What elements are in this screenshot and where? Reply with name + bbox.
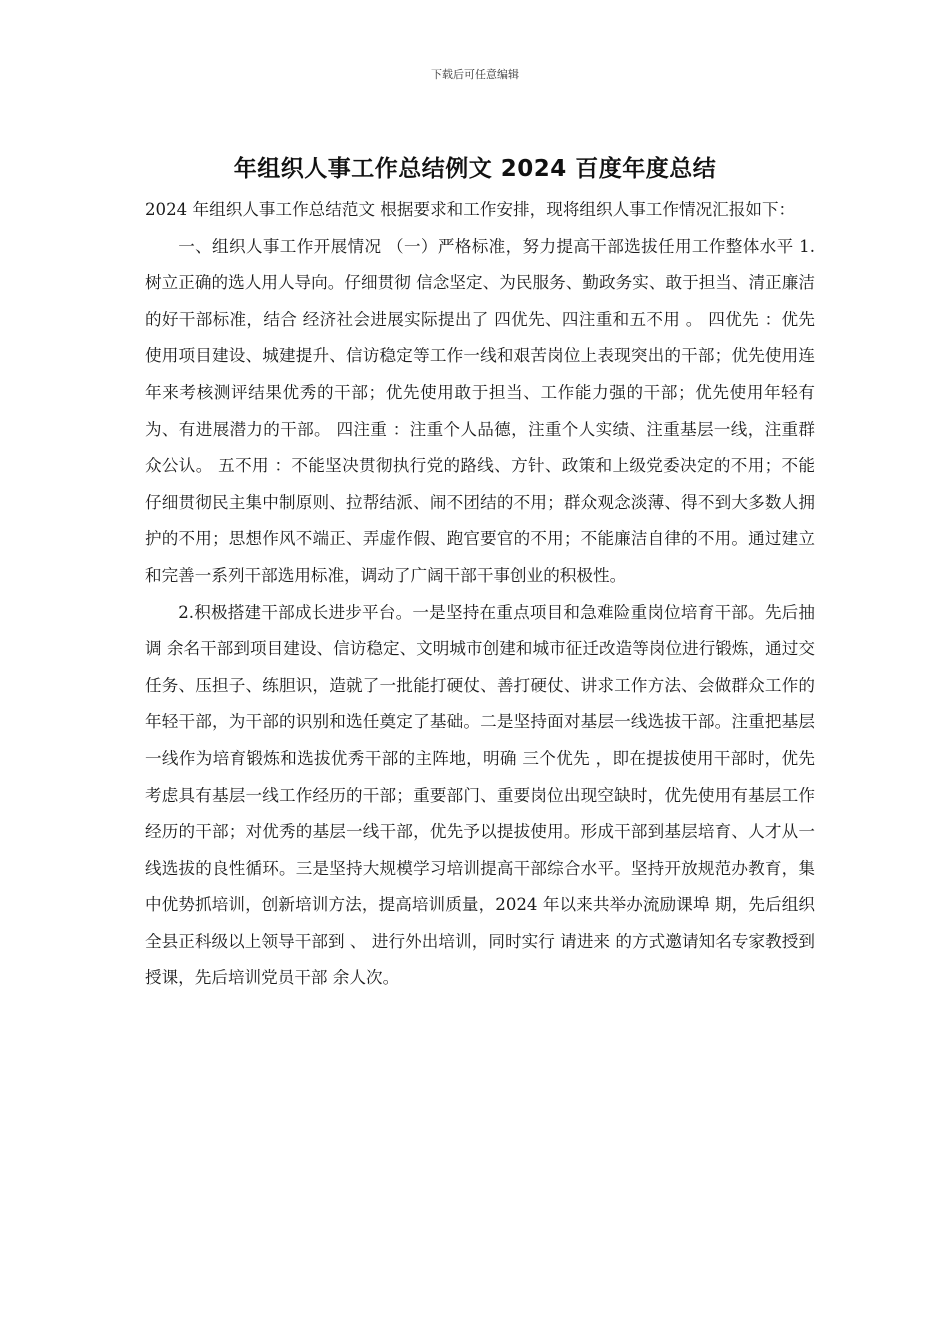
paragraph-section-one: 一、组织人事工作开展情况 （一）严格标准，努力提高干部选拔任用工作整体水平 1.树立正确的选人用人导向。仔细贯彻 信念坚定、为民服务、勤政务实、敢于担当、清正廉洁 的好干部标准，结合 经济社会进展实际提出了 四优先、四注重和五不用 。 四优先 ：优先使用项目建设、城建提升、信访稳定等工作一线和艰苦岗位上表现突出的干部；优先使用连年来考核测评结果优秀的干部；优先使用敢于担当、工作能力强的干部；优先使用年轻有为、有进展潜力的干部。 四注重 ：注重个人品德，注重个人实绩、注重基层一线，注重群众公认。 五不用 ：不能坚决贯彻执行党的路线、方针、政策和上级党委决定的不用；不能仔细贯彻民主集中制原则、拉帮结派、闹不团结的不用；群众观念淡薄、得不到大多数人拥护的不用；思想作风不端正、弄虚作假、跑官要官的不用；不能廉洁自律的不用。通过建立和完善一系列干部选用标准，调动了广阔干部干事创业的积极性。 [145, 236, 815, 585]
paragraph-intro: 2024 年组织人事工作总结范文 根据要求和工作安排，现将组织人事工作情况汇报如下： [145, 200, 796, 219]
paragraph-item-two: 2.积极搭建干部成长进步平台。一是坚持在重点项目和急难险重岗位培育干部。先后抽调 余名干部到项目建设、信访稳定、文明城市创建和城市征迁改造等岗位进行锻炼，通过交任务、压担子、练胆识，造就了一批能打硬仗、善打硬仗、讲求工作方法、会做群众工作的年轻干部，为干部的识别和选任奠定了基础。二是坚持面对基层一线选拔干部。注重把基层一线作为培育锻炼和选拔优秀干部的主阵地，明确 三个优先 ，即在提拔使用干部时，优先考虑具有基层一线工作经历的干部；重要部门、重要岗位出现空缺时，优先使用有基层工作经历的干部；对优秀的基层一线干部，优先予以提拔使用。形成干部到基层培育、人才从一线选拔的良性循环。三是坚持大规模学习培训提高干部综合水平。坚持开放规范办教育，集中优势抓培训，创新培训方法，提高培训质量，2024 年以来共举办流励课埠 期，先后组织全县正科级以上领导干部到 、 进行外出培训，同时实行 请进来 的方式邀请知名专家教授到 授课，先后培训党员干部 余人次。 [145, 602, 815, 988]
document-body [145, 192, 815, 997]
document-title: 年组织人事工作总结例文 2024 百度年度总结 [233, 156, 717, 182]
header-note: 下载后可任意编辑 [431, 68, 519, 81]
